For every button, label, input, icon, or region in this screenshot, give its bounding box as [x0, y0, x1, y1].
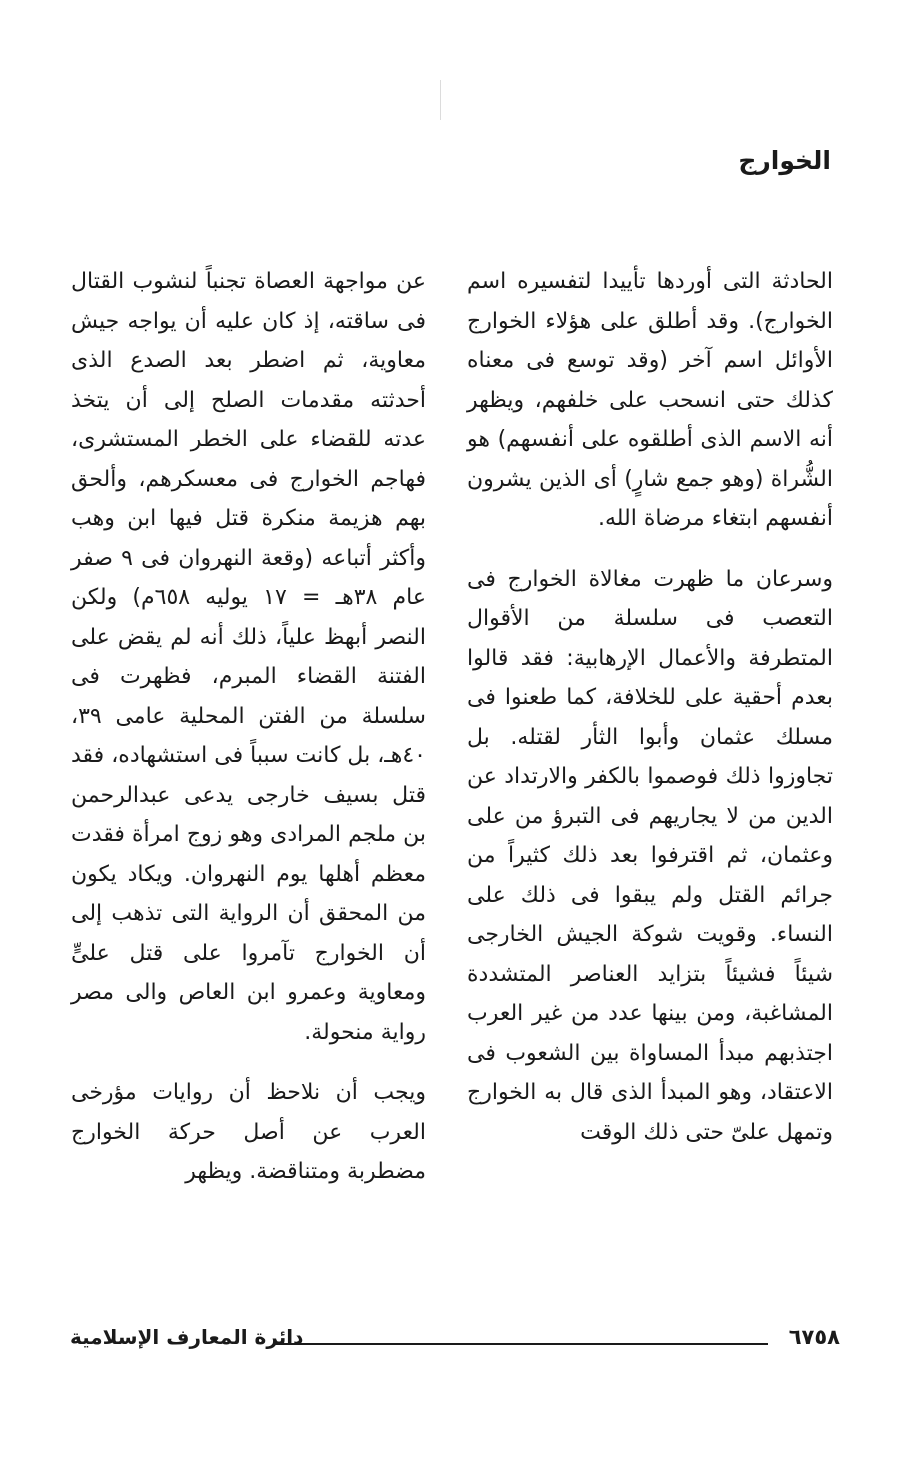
- page-title: الخوارج: [738, 146, 831, 175]
- right-column-paragraph-2: وسرعان ما ظهرت مغالاة الخوارج فى التعصب فى سلسلة من الأقوال المتطرفة والأعمال الإرهابية: فقد قالوا بعدم أحقية على للخلافة، كما طعنوا فى مسلك عثمان وأبوا الثأر لقتله. بل تجاوزوا ذلك فوصموا بالكفر والارتداد عن الدين من لا يجاريهم فى التبرؤ من على وعثمان، ثم اقترفوا بعد ذلك كثيراً من جرائم القتل ولم يبقوا فى ذلك على النساء. وقويت شوكة الجيش الخارجى شيئاً فشيئاً بتزايد العناصر المتشددة المشاغبة، ومن بينها عدد من غير العرب اجتذبهم مبدأ المساواة بين الشعوب فى الاعتقاد، وهو المبدأ الذى قال به الخوارج وتمهل علىّ حتى ذلك الوقت: [467, 566, 833, 1145]
- right-column: [467, 262, 833, 1152]
- page-crease: [440, 80, 441, 120]
- footer-divider: [275, 1343, 768, 1345]
- left-column-paragraph-1: عن مواجهة العصاة تجنباً لنشوب القتال فى ساقته، إذ كان عليه أن يواجه جيش معاوية، ثم اضطر بعد الصدع الذى أحدثته مقدمات الصلح إلى أن يتخذ عدته للقضاء على الخطر المستشرى، فهاجم الخوارج فى معسكرهم، وألحق بهم هزيمة منكرة قتل فيها ابن وهب وأكثر أتباعه (وقعة النهروان فى ٩ صفر عام ٣٨هـ = ١٧ يوليه ٦٥٨م) ولكن النصر أبهظ علياً، ذلك أنه لم يقض على الفتنة القضاء المبرم، فظهرت فى سلسلة من الفتن المحلية عامى ٣٩، ٤٠هـ، بل كانت سبباً فى استشهاده، فقد قتل بسيف خارجى يدعى عبدالرحمن بن ملجم المرادى وهو زوج امرأة فقدت معظم أهلها يوم النهروان. ويكاد يكون من المحقق أن الرواية التى تذهب إلى أن الخوارج تآمروا على قتل علىٍّ ومعاوية وعمرو ابن العاص والى مصر رواية منحولة.: [71, 269, 426, 1045]
- page-footer: [70, 1325, 840, 1361]
- page-number: ٦٧٥٨: [788, 1325, 840, 1349]
- left-column: [71, 262, 426, 1192]
- encyclopedia-title: دائرة المعارف الإسلامية: [70, 1325, 304, 1349]
- left-column-paragraph-2: ويجب أن نلاحظ أن روايات مؤرخى العرب عن أصل حركة الخوارج مضطربة ومتناقضة. ويظهر: [71, 1080, 426, 1184]
- right-column-paragraph-1: الحادثة التى أوردها تأييدا لتفسيره اسم الخوارج). وقد أطلق على هؤلاء الخوارج الأوائل اسم آخر (وقد توسع فى معناه كذلك حتى انسحب على خلفهم، ويظهر أنه الاسم الذى أطلقوه على أنفسهم) هو الشُّراة (وهو جمع شارٍ) أى الذين يشرون أنفسهم ابتغاء مرضاة الله.: [467, 269, 833, 531]
